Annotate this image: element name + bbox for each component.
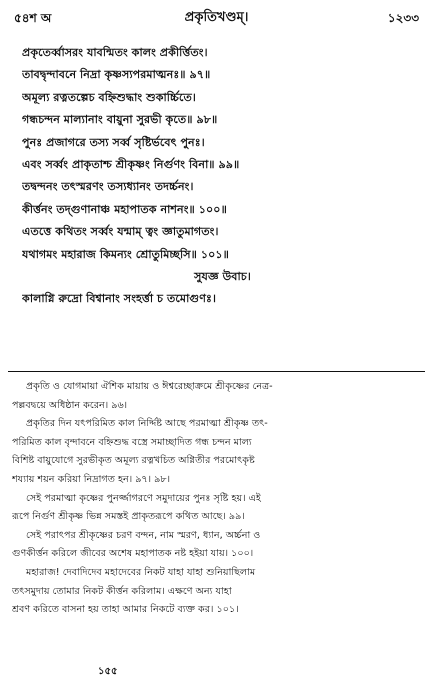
commentary-line: পল্লবদ্বয়ে অধিষ্ঠান করেন। ৯৬। [12,399,128,411]
commentary-line: গুণকীর্ত্তন করিলে জীবের অশেষ মহাপাতক নষ্ট হইয়া যায়। ১০০। [12,548,254,560]
commentary-line: মহারাজ! দেবাদিদেব মহাদেবের নিকট যাহা যাহা শুনিয়াছিলাম [26,566,256,578]
verse-line: যথাগমং মহারাজ কিমন্যং শ্রোতুমিচ্ছসি॥ ১০১॥ [22,247,229,261]
page-number: ১২৩৩ [387,11,419,25]
commentary-line: সেই পরমাত্মা কৃষ্ণের পুনর্জ্জাগরণে সমুদায়ের পুনঃ সৃষ্টি হয়। এই [26,492,261,504]
commentary-line: তৎসমুদায় তোমার নিকট কীর্ত্তন করিলাম। এক্ষণে অন্য যাহা [12,585,232,597]
verse-line: তাবদ্বৃন্দাবনে নিদ্রা কৃষ্ণস্যপরমাত্মনঃ॥ ৯৭॥ [22,68,211,82]
divider-rule [8,371,425,372]
commentary-line: শ্রবণ করিতে বাসনা হয় তাহা আমার নিকটে ব্যক্ত কর। ১০১। [12,604,239,616]
commentary-line: বিশিষ্ট বায়ুযোগে সুরভীকৃত অমূল্য রত্নখচিত অগ্নিতীর পরমোৎকৃষ্ট [12,455,255,467]
chapter-number: ৫৪শ অ [14,11,52,25]
running-header [14,8,419,30]
commentary-line: প্রকৃতির দিন যৎপরিমিত কাল নির্দ্দিষ্ট আছে পরমাত্মা শ্রীকৃষ্ণ তৎ- [26,418,268,430]
commentary-paragraph [12,415,425,489]
verse-line: কীর্ত্তনং তদ্গুণানাঞ্চ মহাপাতক নাশনং॥ ১০০॥ [22,202,227,216]
verse-line: পুনঃ প্রজাগরে তস্য সর্ব্ব সৃষ্টির্ভবেৎ পুনঃ। [22,135,205,149]
verse-line: কালাগ্নি রুদ্রো বিশ্বানাং সংহর্ত্তা চ তমোগুণঃ। [22,292,216,306]
commentary-paragraph [12,527,425,564]
commentary-paragraph [12,490,425,527]
commentary-line: শয্যায় শয়ন করিয়া নিদ্রাগত হন। ৯৭। ৯৮। [12,473,171,485]
section-title: প্রকৃতিখণ্ডম্। [184,10,249,25]
sanskrit-verses [22,42,423,311]
commentary-line: পরিমিত কাল বৃন্দাবনে বহ্নিশুদ্ধ বস্ত্রে সমাচ্ছাদিত গন্ধ চন্দন মাল্য [12,436,252,448]
speaker-heading: সুযজ্ঞ উবাচ। [194,270,251,284]
verse-line: তদ্বন্দনং তৎস্মরণং তস্যধ্যানং তদর্চ্চনং। [22,180,194,194]
verse-line: অমূল্য রত্নতল্পেচ বহ্নিশুদ্ধাং শুকার্চ্চিতে। [22,90,196,104]
verse-line: প্রকৃতের্ব্বাসরং যাবন্মিতং কালং প্রকীর্ত্তিতং। [22,46,208,59]
commentary-line: রূপে নির্গুণ শ্রীকৃষ্ণ ভিন্ন সমস্তই প্রাকৃতরূপে কথিত আছে। ৯৯। [12,511,245,523]
bengali-commentary [12,378,425,620]
commentary-line: প্রকৃতি ও যোগমায়া ঐশিক মায়ায় ও ঈশ্বরেচ্ছাক্রমে শ্রীকৃষ্ণের নেত্র- [26,381,273,392]
commentary-paragraph [12,564,425,620]
signature-mark: ১৫৫ [98,666,118,677]
commentary-paragraph [12,378,425,415]
verse-line: এতত্তে কথিতং সর্ব্বং যন্মাম্ ত্বং জ্ঞাতুমাগতং। [22,225,219,239]
verse-line: গন্ধচন্দন মাল্যানাং বায়ুনা সুরভী কৃতে॥ ৯৮॥ [22,113,218,127]
verse-line: এবং সর্ব্বং প্রাকৃতাশ্চ শ্রীকৃষ্ণং নির্গুণং বিনা॥ ৯৯॥ [22,158,240,172]
commentary-line: সেই পরাৎপর শ্রীকৃষ্ণের চরণ বন্দন, নাম স্মরণ, ধ্যান, অর্চ্চনা ও [26,529,261,541]
